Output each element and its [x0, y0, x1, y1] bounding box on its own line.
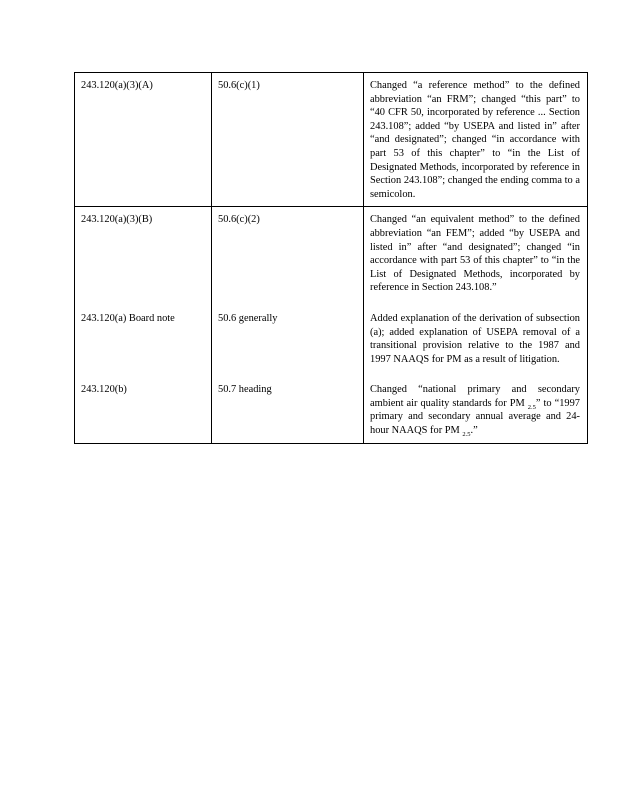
- description-cell: Changed “an equivalent method” to the defined abbreviation “an FEM”; added “by USEPA and listed in” after “and designated”; changed “in accordance with part 53 of this chapter” to “in the List of Designated Methods, incorporated by reference in Section 243.108.”: [364, 207, 588, 300]
- table-row: [75, 207, 588, 300]
- table-row: [75, 300, 588, 371]
- section-cell: 243.120(a)(3)(A): [75, 73, 212, 207]
- description-text: Changed “national primary and secondary ambient air quality standards for PM: [370, 384, 580, 409]
- section-cell: 243.120(a) Board note: [75, 300, 212, 371]
- source-cell: 50.6(c)(1): [212, 73, 364, 207]
- table-row: [75, 371, 588, 443]
- description-text: .”: [470, 425, 478, 437]
- section-cell: 243.120(a)(3)(B): [75, 207, 212, 300]
- source-cell: 50.7 heading: [212, 371, 364, 443]
- description-cell: Added explanation of the derivation of subsection (a); added explanation of USEPA removal of a transitional provision relative to the 1987 and 1997 NAAQS for PM as a result of litigation.: [364, 300, 588, 371]
- subscript: 2.5: [462, 431, 471, 439]
- section-cell: 243.120(b): [75, 371, 212, 443]
- description-text: ” to “1997 primary and secondary annual average and 24-hour NAAQS for PM: [370, 397, 580, 437]
- source-cell: 50.6(c)(2): [212, 207, 364, 300]
- description-cell: [364, 371, 588, 443]
- source-cell: 50.6 generally: [212, 300, 364, 371]
- table-row: [75, 73, 588, 207]
- description-cell: Changed “a reference method” to the defined abbreviation “an FRM”; changed “this part” to “40 CFR 50, incorporated by reference ... Section 243.108”; added “by USEPA and listed in” after “and designated”; changed “in accordance with part 53 of this chapter” to “in the List of Designated Methods, incorporated by reference in Section 243.108”; changed the ending comma to a semicolon.: [364, 73, 588, 207]
- regulation-table: [74, 72, 588, 444]
- subscript: 2.5: [527, 403, 536, 411]
